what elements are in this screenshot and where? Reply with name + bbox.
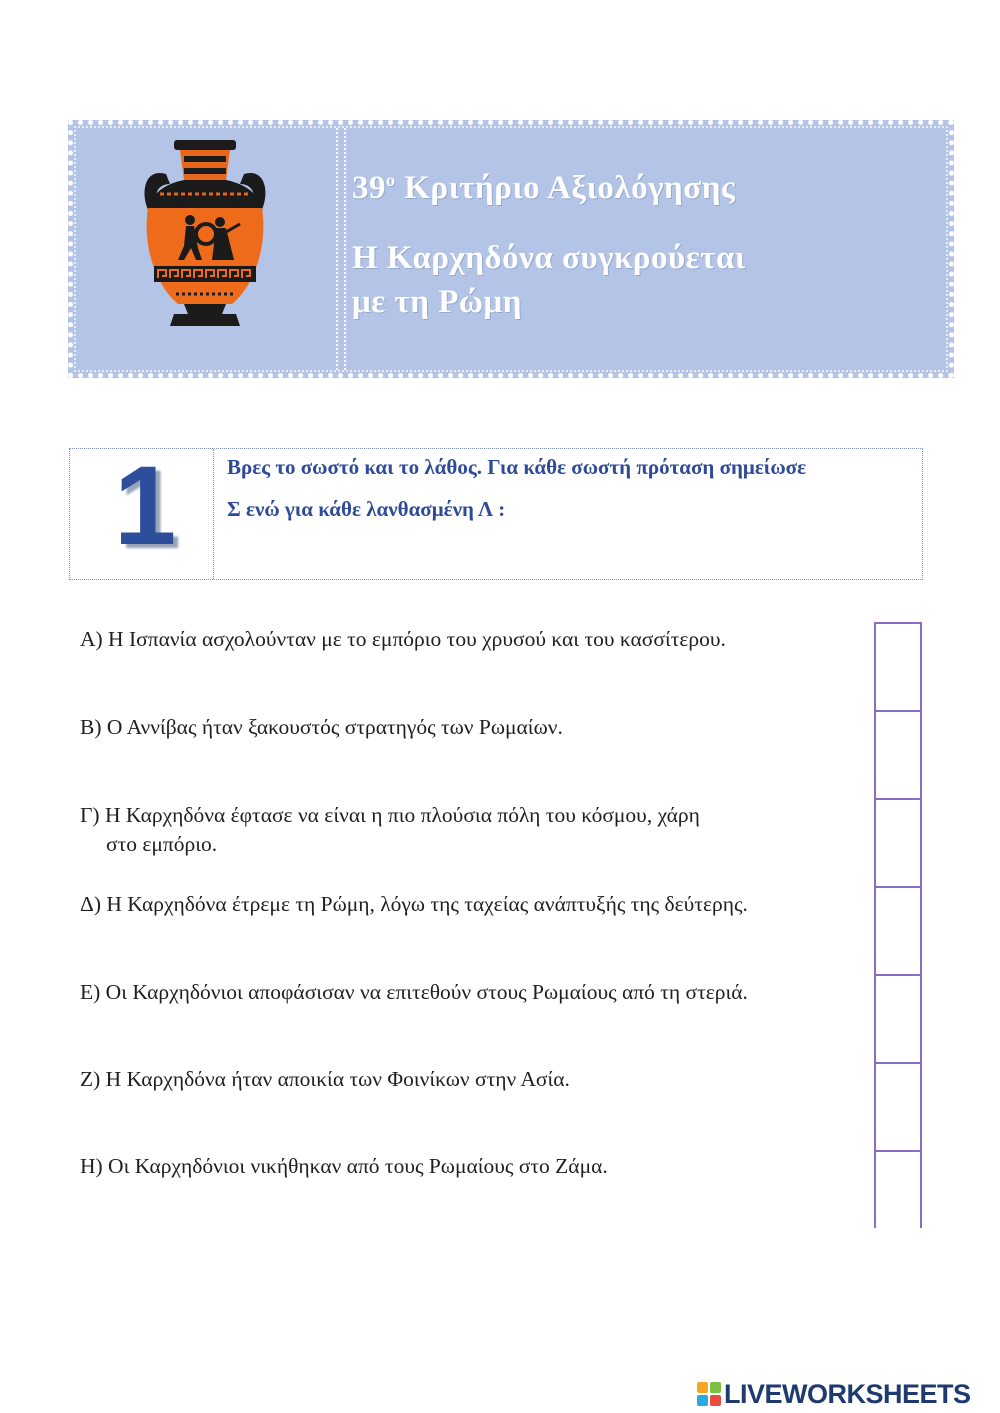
statement-h: Η) Οι Καρχηδόνιοι νικήθηκαν από τους Ρωμαίους στο Ζάμα. [80, 1154, 608, 1178]
exercise-instruction-line-2: Σ ενώ για κάθε λανθασμένη Λ : [227, 497, 506, 521]
answer-column [874, 622, 922, 1228]
answer-box-e[interactable] [876, 976, 920, 1064]
worksheet-subtitle-line-2: με τη Ρώμη [352, 284, 522, 320]
statement-c-line-2: στο εμπόριο. [106, 832, 218, 856]
answer-box-a[interactable] [876, 624, 920, 712]
answer-box-h[interactable] [876, 1152, 920, 1228]
exercise-box-divider [213, 449, 214, 579]
answer-box-z[interactable] [876, 1064, 920, 1152]
header-banner [68, 120, 954, 378]
statement-c-line-1: Γ) Η Καρχηδόνα έφτασε να είναι η πιο πλούσια πόλη του κόσμου, χάρη [80, 803, 700, 827]
exercise-instruction-line-1: Βρες το σωστό και το λάθος. Για κάθε σωστή πρόταση σημείωσε [227, 455, 807, 479]
answer-box-d[interactable] [876, 888, 920, 976]
exercise-instruction-box [69, 443, 923, 580]
statement-e: Ε) Οι Καρχηδόνιοι αποφάσισαν να επιτεθούν στους Ρωμαίους από τη στεριά. [80, 980, 748, 1004]
worksheet-subtitle-line-1: Η Καρχηδόνα συγκρούεται [352, 240, 746, 276]
exercise-number: 1 [114, 443, 177, 568]
statement-z: Ζ) Η Καρχηδόνα ήταν αποικία των Φοινίκων στην Ασία. [80, 1067, 570, 1091]
worksheet-title: $39^o$ Κριτήριο Αξιολόγησης [352, 170, 736, 206]
statement-d: Δ) Η Καρχηδόνα έτρεμε τη Ρώμη, λόγω της ταχείας ανάπτυξής της δεύτερης. [80, 892, 748, 916]
liveworksheets-logo-text: LIVEWORKSHEETS [724, 1378, 971, 1409]
statement-b: Β) Ο Αννίβας ήταν ξακουστός στρατηγός των Ρωμαίων. [80, 715, 563, 739]
liveworksheets-logo[interactable] [697, 1378, 971, 1410]
greek-amphora-icon [136, 136, 274, 336]
banner-divider [336, 128, 346, 370]
statement-c [80, 801, 700, 859]
answer-box-c[interactable] [876, 800, 920, 888]
statement-a: Α) Η Ισπανία ασχολούνταν με το εμπόριο του χρυσού και του κασσίτερου. [80, 627, 726, 651]
liveworksheets-logo-icon [697, 1382, 721, 1406]
answer-box-b[interactable] [876, 712, 920, 800]
